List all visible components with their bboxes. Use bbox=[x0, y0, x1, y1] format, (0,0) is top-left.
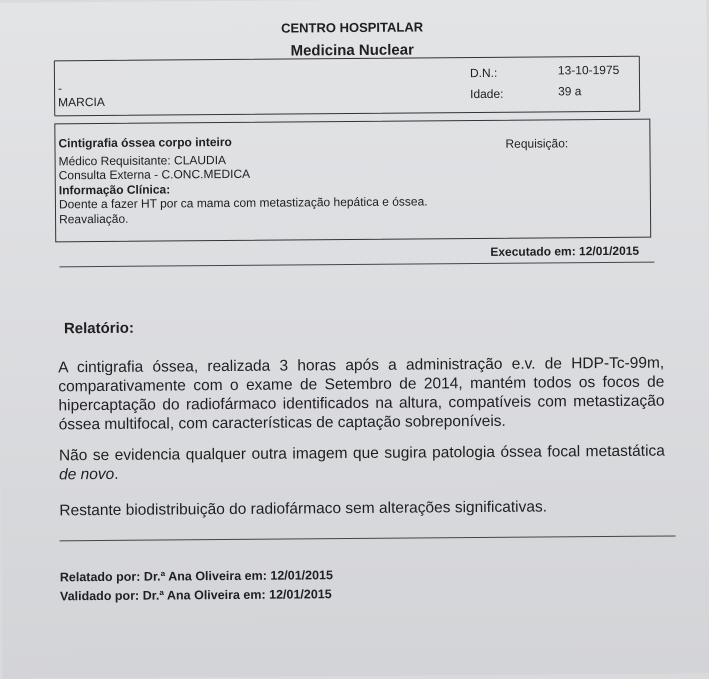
divider bbox=[60, 535, 676, 541]
clinical-info-line: Doente a fazer HT por ca mama com metastização hepática e óssea. bbox=[58, 194, 428, 212]
age-value: 39 a bbox=[558, 84, 582, 99]
report-line: A cintigrafia óssea, realizada 3 horas após a administração e.v. de HDP-Tc-99m, bbox=[58, 354, 665, 377]
italic-term: de novo bbox=[58, 465, 115, 484]
divider bbox=[59, 262, 654, 268]
validated-by: Validado por: Dr.ª Ana Oliveira em: 12/01/2015 bbox=[59, 587, 332, 604]
report-paragraph bbox=[59, 442, 665, 485]
clinical-info-line: Reavaliação. bbox=[59, 211, 129, 227]
patient-name: MARCIA bbox=[58, 94, 105, 110]
sentence-end: . bbox=[114, 465, 119, 483]
report-line: Não se evidencia qualquer outra imagem que sugira patologia óssea focal metastática bbox=[58, 442, 665, 465]
exam-info-box bbox=[54, 119, 651, 243]
birth-date-value: 13-10-1975 bbox=[557, 62, 620, 78]
executed-date: Executado em: 12/01/2015 bbox=[490, 243, 640, 259]
report-line: comparativamente com o exame de Setembro de 2014, mantém todos os focos de bbox=[58, 373, 665, 396]
report-heading: Relatório: bbox=[63, 319, 134, 338]
reported-by: Relatado por: Dr.ª Ana Oliveira em: 12/01/2015 bbox=[59, 568, 333, 585]
department-title: Medicina Nuclear bbox=[290, 41, 414, 60]
age-label: Idade: bbox=[470, 86, 504, 102]
requesting-doctor: Médico Requisitante: CLAUDIA bbox=[58, 153, 227, 169]
patient-info-box bbox=[54, 56, 640, 117]
consultation-type: Consulta Externa - C.ONC.MEDICA bbox=[58, 166, 251, 183]
report-paragraph bbox=[58, 354, 665, 435]
hospital-name: CENTRO HOSPITALAR bbox=[280, 19, 424, 36]
report-paragraph: Restante biodistribuição do radiofármaco sem alterações significativas. bbox=[59, 498, 548, 520]
requisition-label: Requisição: bbox=[505, 136, 569, 151]
birth-date-label: D.N.: bbox=[469, 65, 498, 81]
report-line: hipercaptação do radiofármaco identificados na altura, compatíveis com metastização bbox=[58, 392, 665, 415]
exam-title: Cintigrafia óssea corpo inteiro bbox=[58, 134, 232, 151]
patient-id-dash: - bbox=[57, 81, 63, 96]
report-line: óssea multifocal, com características de captação sobreponíveis. bbox=[58, 412, 506, 434]
clinical-info-label: Informação Clínica: bbox=[58, 182, 171, 198]
